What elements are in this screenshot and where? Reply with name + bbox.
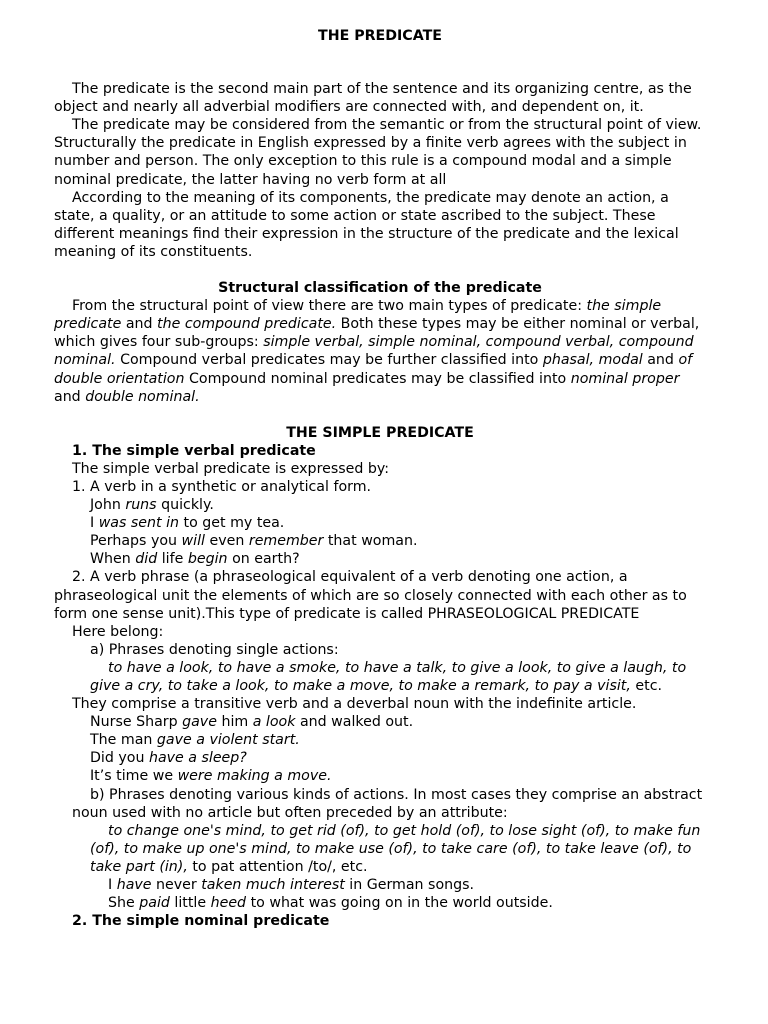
comprise-line: They comprise a transitive verb and a deverbal noun with the indefinite article.	[72, 696, 637, 713]
example-line: I have never taken much interest in German songs.	[108, 877, 475, 894]
example-line: She paid little heed to what was going on in the world outside.	[108, 895, 553, 912]
example-line: The man gave a violent start.	[90, 732, 300, 749]
example-line: It’s time we were making a move.	[90, 768, 332, 785]
phrases-b-list: to change one's mind, to get rid (of), to get hold (of), to lose sight (of), to make fun (of), to make up one's mind, to make use (of), to take care (of), to take leave (of), to take part (in), to pat attention /to/, etc.	[90, 822, 701, 875]
page-title: THE PREDICATE	[318, 28, 442, 44]
example-line: Did you have a sleep?	[90, 750, 247, 767]
item-1: 1. A verb in a synthetic or analytical form.	[72, 478, 372, 495]
example-line: John runs quickly.	[90, 497, 214, 514]
expressed-by-line: The simple verbal predicate is expressed by:	[72, 460, 389, 477]
simple-verbal-subheading: 1. The simple verbal predicate	[72, 442, 316, 459]
phrases-a-heading: a) Phrases denoting single actions:	[90, 641, 339, 658]
phrases-b-heading: b) Phrases denoting various kinds of actions. In most cases they comprise an abstract noun used with no article but often preceded by an attribute:	[72, 786, 703, 821]
intro-paragraph-3: According to the meaning of its components, the predicate may denote an action, a state, a quality, or an attitude to some action or state ascribed to the subject. These different meanings find their expression in the structure of the predicate and the lexical meaning of its constituents.	[54, 189, 679, 260]
item-2: 2. A verb phrase (a phraseological equivalent of a verb denoting one action, a phraseological unit the elements of which are so closely connected with each other as to form one sense unit).This type of predicate is called PHRASEOLOGICAL PREDICATE	[54, 569, 687, 622]
document-page	[54, 27, 706, 930]
example-line: Nurse Sharp gave him a look and walked out.	[90, 714, 414, 731]
example-line: Perhaps you will even remember that woman.	[90, 533, 418, 550]
structural-paragraph: From the structural point of view there are two main types of predicate: the simple predicate and the compound predicate. Both these types may be either nominal or verbal, which gives four sub-groups: simple verbal, simple nominal, compound verbal, compound nominal. Compound verbal predicates may be further classified into phasal, modal and of double orientation Compound nominal predicates may be classified into nominal proper and double nominal.	[54, 298, 700, 405]
simple-nominal-subheading: 2. The simple nominal predicate	[72, 913, 330, 930]
intro-paragraph-1: The predicate is the second main part of the sentence and its organizing centre, as the object and nearly all adverbial modifiers are connected with, and dependent on, it.	[54, 81, 692, 116]
here-belong-line: Here belong:	[72, 623, 164, 640]
phrases-a-list: to have a look, to have a smoke, to have a talk, to give a look, to give a laugh, to give a cry, to take a look, to make a move, to make a remark, to pay a visit, etc.	[90, 659, 687, 694]
simple-predicate-heading: THE SIMPLE PREDICATE	[286, 424, 474, 441]
structural-heading: Structural classification of the predicate	[218, 280, 542, 297]
example-line: When did life begin on earth?	[90, 551, 300, 568]
intro-paragraph-2: The predicate may be considered from the semantic or from the structural point of view. Structurally the predicate in English expressed by a finite verb agrees with the subject in number and person. The only exception to this rule is a compound modal and a simple nominal predicate, the latter having no verb form at all	[54, 117, 702, 188]
example-line: I was sent in to get my tea.	[90, 515, 285, 532]
